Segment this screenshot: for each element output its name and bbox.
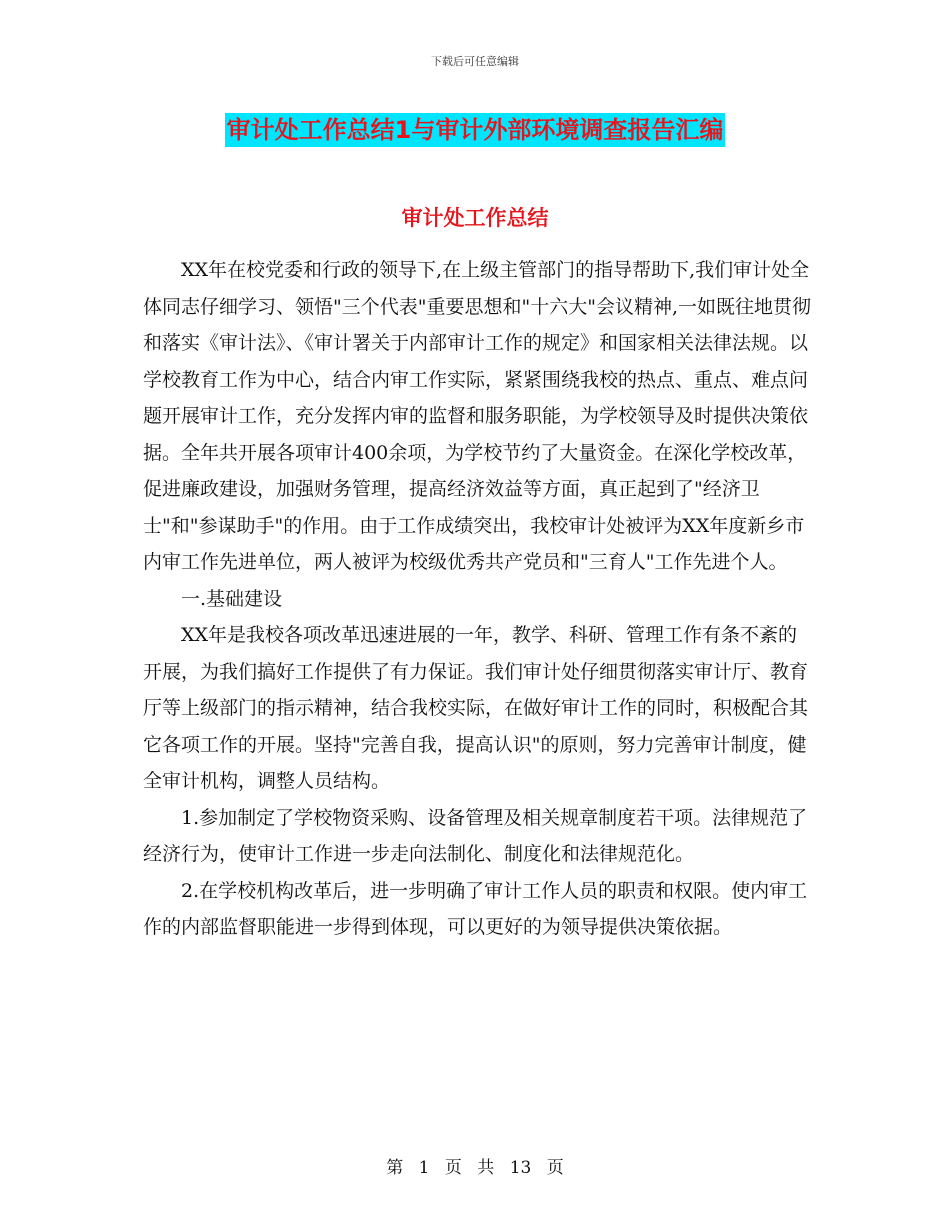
paragraph-item-1: 1.参加制定了学校物资采购、设备管理及相关规章制度若干项。法律规范了经济行为，使审计工作进一步走向法制化、制度化和法律规范化。	[143, 806, 808, 865]
main-title: 审计处工作总结1与审计外部环境调查报告汇编	[225, 113, 726, 147]
section-title: 审计处工作总结	[401, 206, 549, 230]
title-wrap	[0, 113, 950, 147]
paragraph-item-2: 2.在学校机构改革后，进一步明确了审计工作人员的职责和权限。使内审工作的内部监督职能进一步得到体现，可以更好的为领导提供决策依据。	[143, 879, 808, 938]
header-note: 下载后可任意编辑	[431, 55, 519, 68]
paragraph-basic-construction: XX年是我校各项改革迅速进展的一年，教学、科研、管理工作有条不紊的开展，为我们搞好工作提供了有力保证。我们审计处仔细贯彻落实审计厅、教育厅等上级部门的指示精神，结合我校实际，在做好审计工作的同时，积极配合其它各项工作的开展。坚持"完善自我，提高认识"的原则，努力完善审计制度，健全审计机构，调整人员结构。	[143, 624, 809, 792]
page-footer: 第 1 页 共 13 页	[386, 1158, 564, 1178]
paragraph-intro: XX年在校党委和行政的领导下,在上级主管部门的指导帮助下,我们审计处全体同志仔细学习、领悟"三个代表"重要思想和"十六大"会议精神,一如既往地贯彻和落实《审计法》、《审计署关于内部审计工作的规定》和国家相关法律法规。以学校教育工作为中心，结合内审工作实际，紧紧围绕我校的热点、重点、难点问题开展审计工作，充分发挥内审的监督和服务职能，为学校领导及时提供决策依据。全年共开展各项审计400余项，为学校节约了大量资金。在深化学校改革，促进廉政建设，加强财务管理，提高经济效益等方面，真正起到了"经济卫士"和"参谋助手"的作用。由于工作成绩突出，我校审计处被评为XX年度新乡市内审工作先进单位，两人被评为校级优秀共产党员和"三育人"工作先进个人。	[143, 259, 811, 573]
document-body	[143, 252, 813, 946]
heading-basic-construction: 一.基础建设	[181, 587, 283, 610]
